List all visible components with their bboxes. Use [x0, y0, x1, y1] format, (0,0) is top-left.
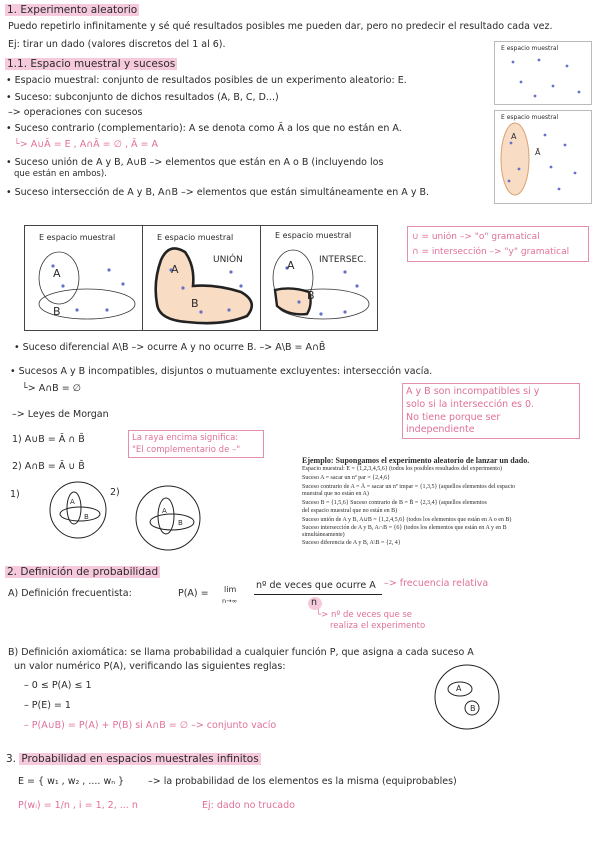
- axiomatic-def-1: B) Definición axiomática: se llama probabilidad a cualquier función P, que asigna a cada suceso A: [8, 647, 474, 658]
- morgan-fig-2-num: 2): [110, 487, 120, 498]
- venn-2-caption: UNIÓN: [213, 255, 243, 265]
- section-2-title: 2. Definición de probabilidad: [7, 566, 159, 578]
- venn-2-b: B: [191, 297, 199, 310]
- venn-3-a: A: [287, 259, 295, 272]
- freq-def-label: A) Definición frecuentista:: [8, 588, 132, 599]
- venn-1-label: E espacio muestral: [39, 233, 116, 242]
- venn-diagram-union: [142, 225, 262, 331]
- ejemplo-title: Ejemplo: Supongamos el experimento aleatorio de lanzar un dado.: [302, 456, 530, 465]
- rule-2: – P(E) = 1: [24, 700, 71, 711]
- mini-abar-label: Ā: [535, 148, 541, 157]
- lim-text: lim: [224, 585, 237, 594]
- morgan-1-b: B: [84, 513, 89, 521]
- ejemplo-l2: Suceso A = sacar un nº par = {2,4,6}: [302, 475, 391, 481]
- rule-3: – P(A∪B) = P(A) + P(B) si A∩B = ∅ –> conjunto vacío: [24, 720, 277, 731]
- mini-complement-box: [494, 110, 592, 204]
- note-raya: [128, 430, 264, 458]
- venn-diagram-basic: [24, 225, 144, 331]
- venn-diagram-intersection: [260, 225, 378, 331]
- ejemplo-l1: Espacio muestral: E = {1,2,3,4,5,6} (todos los posibles resultados del experimento): [302, 466, 502, 472]
- operaciones-text: –> operaciones con sucesos: [8, 107, 143, 118]
- ejemplo-l3: Suceso contrario de A = Ā = sacar un nº impar = {1,3,5} (aquellos elementos del espacio: [302, 484, 516, 490]
- mini-a-label: A: [511, 132, 517, 141]
- note-raya-1: La raya encima significa:: [132, 433, 239, 443]
- ejemplo-l6: del espacio muestral que no están en B): [302, 508, 398, 514]
- suceso-def: • Suceso: subconjunto de dichos resultados (A, B, C, D...): [6, 92, 279, 103]
- incompatibles-def: • Sucesos A y B incompatibles, disjuntos o mutuamente excluyentes: intersección vacía.: [10, 366, 433, 377]
- section-1-title: 1. Experimento aleatorio: [7, 4, 138, 16]
- morgan-fig-1-num: 1): [10, 489, 20, 500]
- suceso-interseccion-def: • Suceso intersección de A y B, A∩B –> elementos que están simultáneamente en A y B.: [6, 187, 430, 198]
- section-3-title: 3. Probabilidad en espacios muestrales infinitos: [6, 753, 259, 765]
- venn-3-caption: INTERSEC.: [319, 255, 367, 265]
- freq-denominator: n: [311, 597, 318, 608]
- lim-sub: n→∞: [222, 597, 237, 605]
- note-union-line: ∪ = unión –> "o" gramatical: [412, 232, 540, 242]
- note-incompat-1: A y B son incompatibles si y: [406, 386, 540, 397]
- suceso-union-def-2: que están en ambos).: [14, 169, 107, 179]
- experimento-example: Ej: tirar un dado (valores discretos del 1 al 6).: [8, 39, 226, 50]
- note-incompat-4: independiente: [406, 424, 475, 435]
- ejemplo-l4: muestral que no están en A): [302, 491, 369, 497]
- note-incompat-3: No tiene porque ser: [406, 412, 501, 423]
- incompatibles-formula: └> A∩B = ∅: [22, 383, 81, 394]
- morgan-law-2: 2) A∩B = Ā ∪ B̄: [12, 461, 85, 472]
- prob-wi: P(wᵢ) = 1/n , i = 1, 2, ... n: [18, 800, 138, 811]
- suceso-diferencia-def: • Suceso diferencial A\B –> ocurre A y no ocurre B. –> A\B = A∩B̄: [14, 342, 326, 353]
- venn-1-a: A: [53, 267, 61, 280]
- infinite-set: E = { w₁ , w₂ , .... wₙ }: [18, 776, 125, 787]
- espacio-muestral-def: • Espacio muestral: conjunto de resultados posibles de un experimento aleatorio: E.: [6, 75, 407, 86]
- morgan-2-b: B: [178, 519, 183, 527]
- venn-3-label: E espacio muestral: [275, 231, 352, 240]
- morgan-law-1: 1) A∪B = Ā ∩ B̄: [12, 434, 85, 445]
- axiomatic-def-2: un valor numérico P(A), verificando las siguientes reglas:: [14, 661, 286, 672]
- axiomatic-circle-diagram: [432, 662, 502, 732]
- section-1-1-title: 1.1. Espacio muestral y sucesos: [7, 58, 176, 70]
- suceso-contrario-def: • Suceso contrario (complementario): A se denota como Ā a los que no están en A.: [6, 123, 402, 134]
- mini-box-label-2: E espacio muestral: [501, 114, 559, 121]
- ejemplo-l9: simultáneamente): [302, 532, 345, 538]
- venn-2-a: A: [171, 263, 179, 276]
- dado-no-trucado: Ej: dado no trucado: [202, 800, 295, 811]
- venn-1-shapes: [25, 226, 143, 330]
- leyes-morgan-title: –> Leyes de Morgan: [12, 409, 109, 420]
- morgan-figure-2: [126, 482, 226, 554]
- venn-2-label: E espacio muestral: [157, 233, 234, 242]
- axio-b: B: [470, 704, 476, 713]
- note-intersection-line: ∩ = intersección –> "y" gramatical: [412, 247, 570, 257]
- n-note-2: realiza el experimento: [330, 621, 426, 631]
- venn-3-b: B: [307, 289, 315, 302]
- note-incompat-2: solo si la intersección es 0.: [406, 399, 535, 410]
- suceso-union-def: • Suceso unión de A y B, A∪B –> elementos que están en A o B (incluyendo los: [6, 157, 384, 168]
- mini-box-dots: [495, 42, 591, 104]
- freq-relativa-note: –> frecuencia relativa: [384, 578, 489, 589]
- mini-complement-diagram: [495, 111, 591, 203]
- axio-a: A: [456, 684, 462, 693]
- equiprobable-note: –> la probabilidad de los elementos es la misma (equiprobables): [148, 776, 457, 787]
- experimento-text: Puedo repetirlo infinitamente y sé qué resultados posibles me pueden dar, pero no predecir el resultado cada vez.: [8, 21, 553, 32]
- freq-numerator: nº de veces que ocurre A: [256, 580, 376, 591]
- ejemplo-l10: Suceso diferencia de A y B, A\B = {2, 4}: [302, 540, 401, 546]
- ejemplo-l5: Suceso B = {1,5,6} Suceso contrario de B = B̄ = {2,3,4} (aquellos elementos: [302, 500, 487, 506]
- note-raya-2: "El complementario de –": [132, 445, 241, 455]
- ejemplo-l7: Suceso unión de A y B, A∪B = {1,2,4,5,6} (todos los elementos que están en A o en B): [302, 517, 512, 523]
- fraction-bar: [254, 594, 382, 595]
- morgan-1-a: A: [70, 498, 75, 506]
- note-union-intersection: [407, 226, 589, 262]
- n-note-1: └> nº de veces que se: [316, 610, 413, 620]
- mini-sample-space-box: [494, 41, 592, 105]
- venn-1-b: B: [53, 305, 61, 318]
- morgan-2-a: A: [162, 507, 167, 515]
- mini-box-label: E espacio muestral: [501, 45, 559, 52]
- contrario-formula: └> A∪Ā = E , A∩Ā = ∅ , Ā = A: [14, 139, 158, 150]
- morgan-figure-1: [28, 478, 128, 542]
- ejemplo-l8: Suceso intersección de A y B, A∩B = {6} (todos los elementos que están en A y en B: [302, 525, 507, 531]
- freq-formula-left: P(A) =: [178, 588, 209, 599]
- note-incompatibles: [402, 383, 580, 439]
- rule-1: – 0 ≤ P(A) ≤ 1: [24, 680, 92, 691]
